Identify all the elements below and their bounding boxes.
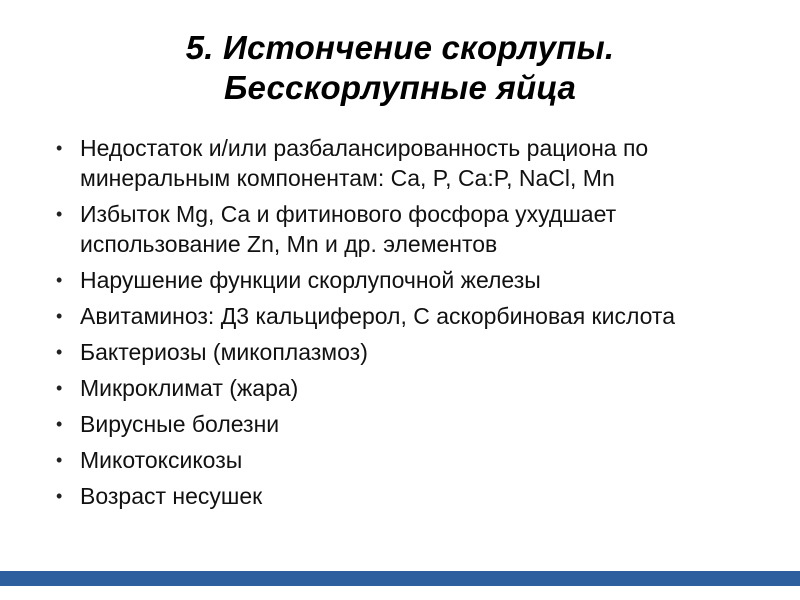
bullet-dot-icon: • [56,450,63,470]
bullet-item [56,133,744,193]
bullet-item [56,337,744,367]
bullet-dot-icon: • [56,486,63,506]
bullet-item [56,301,744,331]
bullet-dot-icon: • [56,306,63,326]
bullet-item [56,199,744,259]
bullet-text: Недостаток и/или разбалансированность рациона по минеральным компонентам: Ca, P, Ca:P, NaCl, Mn [80,135,649,191]
bullet-dot-icon: • [56,342,63,362]
bullet-dot-icon: • [56,414,63,434]
slide-title-line-2: Бесскорлупные яйца [223,69,577,106]
bullet-text: Нарушение функции скорлупочной железы [80,267,541,293]
bullet-dot-icon: • [56,270,63,290]
bullet-list [56,133,744,511]
bullet-dot-icon: • [56,138,63,158]
bullet-text: Возраст несушек [80,483,263,509]
bullet-item [56,373,744,403]
footer-accent-bar [0,571,800,586]
slide-title-line-1: 5. Истончение скорлупы. [185,29,615,66]
bullet-item [56,409,744,439]
bullet-item [56,445,744,475]
bullet-dot-icon: • [56,378,63,398]
bullet-text: Бактериозы (микоплазмоз) [80,339,368,365]
bullet-item [56,265,744,295]
bullet-dot-icon: • [56,204,63,224]
slide-title [0,0,800,108]
bullet-text: Авитаминоз: Д3 кальциферол, С аскорбиновая кислота [80,303,675,329]
bullet-text: Вирусные болезни [80,411,280,437]
bullet-text: Микотоксикозы [80,447,243,473]
bullet-text: Микроклимат (жара) [80,375,299,401]
bullet-text: Избыток Mg, Ca и фитинового фосфора ухудшает использование Zn, Mn и др. элементов [80,201,617,257]
bullet-item [56,481,744,511]
